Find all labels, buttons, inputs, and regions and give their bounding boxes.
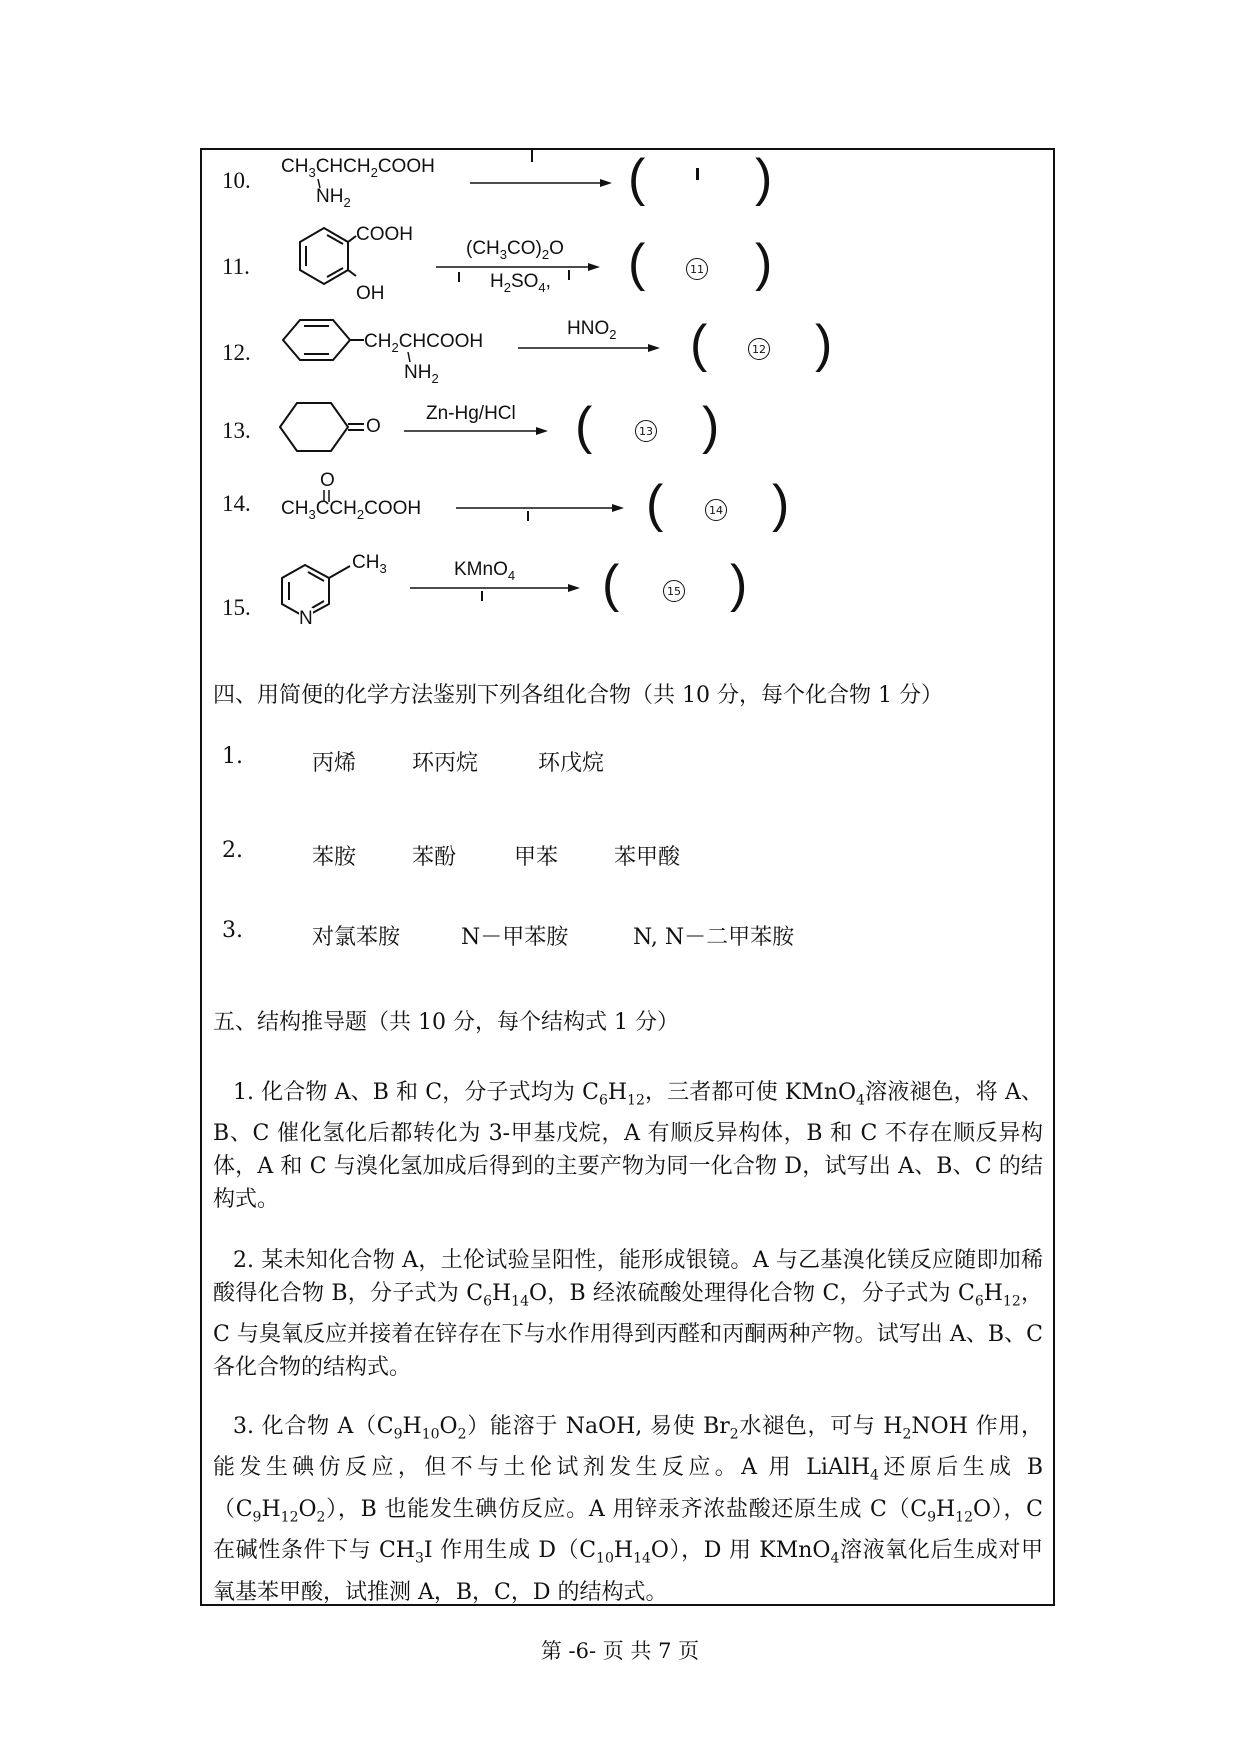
compound-name: 苯胺 bbox=[312, 845, 357, 870]
reagent-top: Zn-Hg/HCl bbox=[426, 403, 516, 424]
blank-close-paren: ) bbox=[755, 234, 773, 292]
compound-name: 环戊烷 bbox=[538, 751, 605, 776]
methyl-group: $CH_3$ bbox=[352, 552, 387, 576]
blank-open-paren: ( bbox=[646, 475, 664, 533]
carbonyl-oxygen: O bbox=[320, 470, 335, 491]
reactant-formula: $CH_3CCH_2COOH$ bbox=[281, 498, 422, 522]
blank-number-circle: 11 bbox=[686, 258, 708, 280]
blank-close-paren: ) bbox=[755, 149, 773, 207]
reactant-formula: $CH_3CHCH_2COOH$ bbox=[281, 156, 435, 180]
carboxyl-group: COOH bbox=[356, 224, 413, 245]
blank-close-paren: ) bbox=[730, 555, 748, 613]
reactant-substituent: $NH_2$ bbox=[404, 362, 439, 386]
carbonyl-oxygen: O bbox=[366, 416, 381, 437]
compound-name: 苯酚 bbox=[412, 845, 457, 870]
blank-number-circle: 14 bbox=[705, 499, 727, 521]
question-number: 10. bbox=[222, 168, 251, 193]
blank-open-paren: ( bbox=[602, 555, 620, 613]
blank-open-paren: ( bbox=[628, 149, 646, 207]
question-number: 11. bbox=[222, 254, 250, 279]
compound-name: 对氯苯胺 bbox=[312, 925, 401, 950]
reactant-formula: $CH_2CHCOOH$ bbox=[364, 331, 484, 355]
question-number: 15. bbox=[222, 595, 251, 620]
reagent-bottom: $H_2SO_4$, bbox=[490, 271, 551, 295]
question-number: 13. bbox=[222, 418, 251, 443]
reactant-substituent: $NH_2$ bbox=[316, 186, 351, 210]
blank-open-paren: ( bbox=[690, 315, 708, 373]
hydroxyl-group: OH bbox=[356, 283, 385, 304]
group-number: 1. bbox=[222, 744, 243, 769]
blank-open-paren: ( bbox=[575, 397, 593, 455]
problem-text: 2. 某未知化合物 A，土伦试验呈阳性，能形成银镜。A 与乙基溴化镁反应随即加稀酸得化合物 B，分子式为 $C_6H_{14}O$，B 经浓硫酸处理得化合物 C，分子式为 $C_6H_{12}$，C 与臭氧反应并接着在锌存在下与水作用得到丙醛和丙酮两种产物。试写出 A、B、C 各化合物的结构式。 bbox=[213, 1248, 1043, 1381]
problem-text: 1. 化合物 A、B 和 C，分子式均为 $C_6H_{12}$，三者都可使 KMnO$_4$溶液褪色，将 A、B、C 催化氢化后都转化为 3-甲基戊烷，A 有顺反异构体，B 和 C 不存在顺反异构体，A 和 C 与溴化氢加成后得到的主要产物为同一化合物 D，试写出 A、B、C 的结构式。 bbox=[213, 1080, 1043, 1213]
page-footer: 第 -6- 页 共 7 页 bbox=[540, 1639, 700, 1663]
blank-number-circle: 12 bbox=[748, 338, 770, 360]
blank-close-paren: ) bbox=[815, 315, 833, 373]
pyridine-nitrogen: N bbox=[299, 608, 313, 629]
section-heading: 四、用简便的化学方法鉴别下列各组化合物（共 10 分，每个化合物 1 分） bbox=[213, 683, 943, 708]
reagent-top: $(CH_3CO)_2O$ bbox=[466, 238, 564, 262]
compound-name: N－甲苯胺 bbox=[461, 925, 569, 950]
group-number: 3. bbox=[222, 918, 243, 943]
compound-name: 甲苯 bbox=[514, 845, 559, 870]
section-heading: 五、结构推导题（共 10 分，每个结构式 1 分） bbox=[213, 1010, 679, 1035]
compound-name: 苯甲酸 bbox=[614, 845, 681, 870]
blank-open-paren: ( bbox=[628, 234, 646, 292]
compound-name: 环丙烷 bbox=[412, 751, 479, 776]
reagent-top: KMnO$_4$ bbox=[454, 559, 516, 583]
compound-name: N, N－二甲苯胺 bbox=[633, 925, 795, 950]
reagent-top: $HNO_2$ bbox=[567, 318, 617, 342]
blank-close-paren: ) bbox=[702, 397, 720, 455]
question-number: 12. bbox=[222, 340, 251, 365]
problem-text: 3. 化合物 $A(C_9H_{10}O_2)$能溶于 NaOH, 易使 $Br_2$水褪色，可与 $H_2NOH$ 作用，能发生碘仿反应，但不与土伦试剂发生反应。A 用 LiAlH$_4$还原后生成 $B(C_9H_{12}O_2)$，B 也能发生碘仿反应。A 用锌汞齐浓盐酸还原生成 $C(C_9H_{12}O)$，C 在碱性条件下与 $CH_3I$ 作用生成 $D(C_{10}H_{14}O)$，D 用 KMnO$_4$溶液氧化后生成对甲氧基苯甲酸，试推测 A，B，C，D 的结构式。 bbox=[213, 1414, 1044, 1605]
compound-name: 丙烯 bbox=[312, 751, 357, 776]
blank-number-circle: 13 bbox=[635, 420, 657, 442]
blank-number-circle: 15 bbox=[663, 580, 685, 602]
question-number: 14. bbox=[222, 491, 251, 516]
group-number: 2. bbox=[222, 838, 243, 863]
blank-close-paren: ) bbox=[772, 475, 790, 533]
